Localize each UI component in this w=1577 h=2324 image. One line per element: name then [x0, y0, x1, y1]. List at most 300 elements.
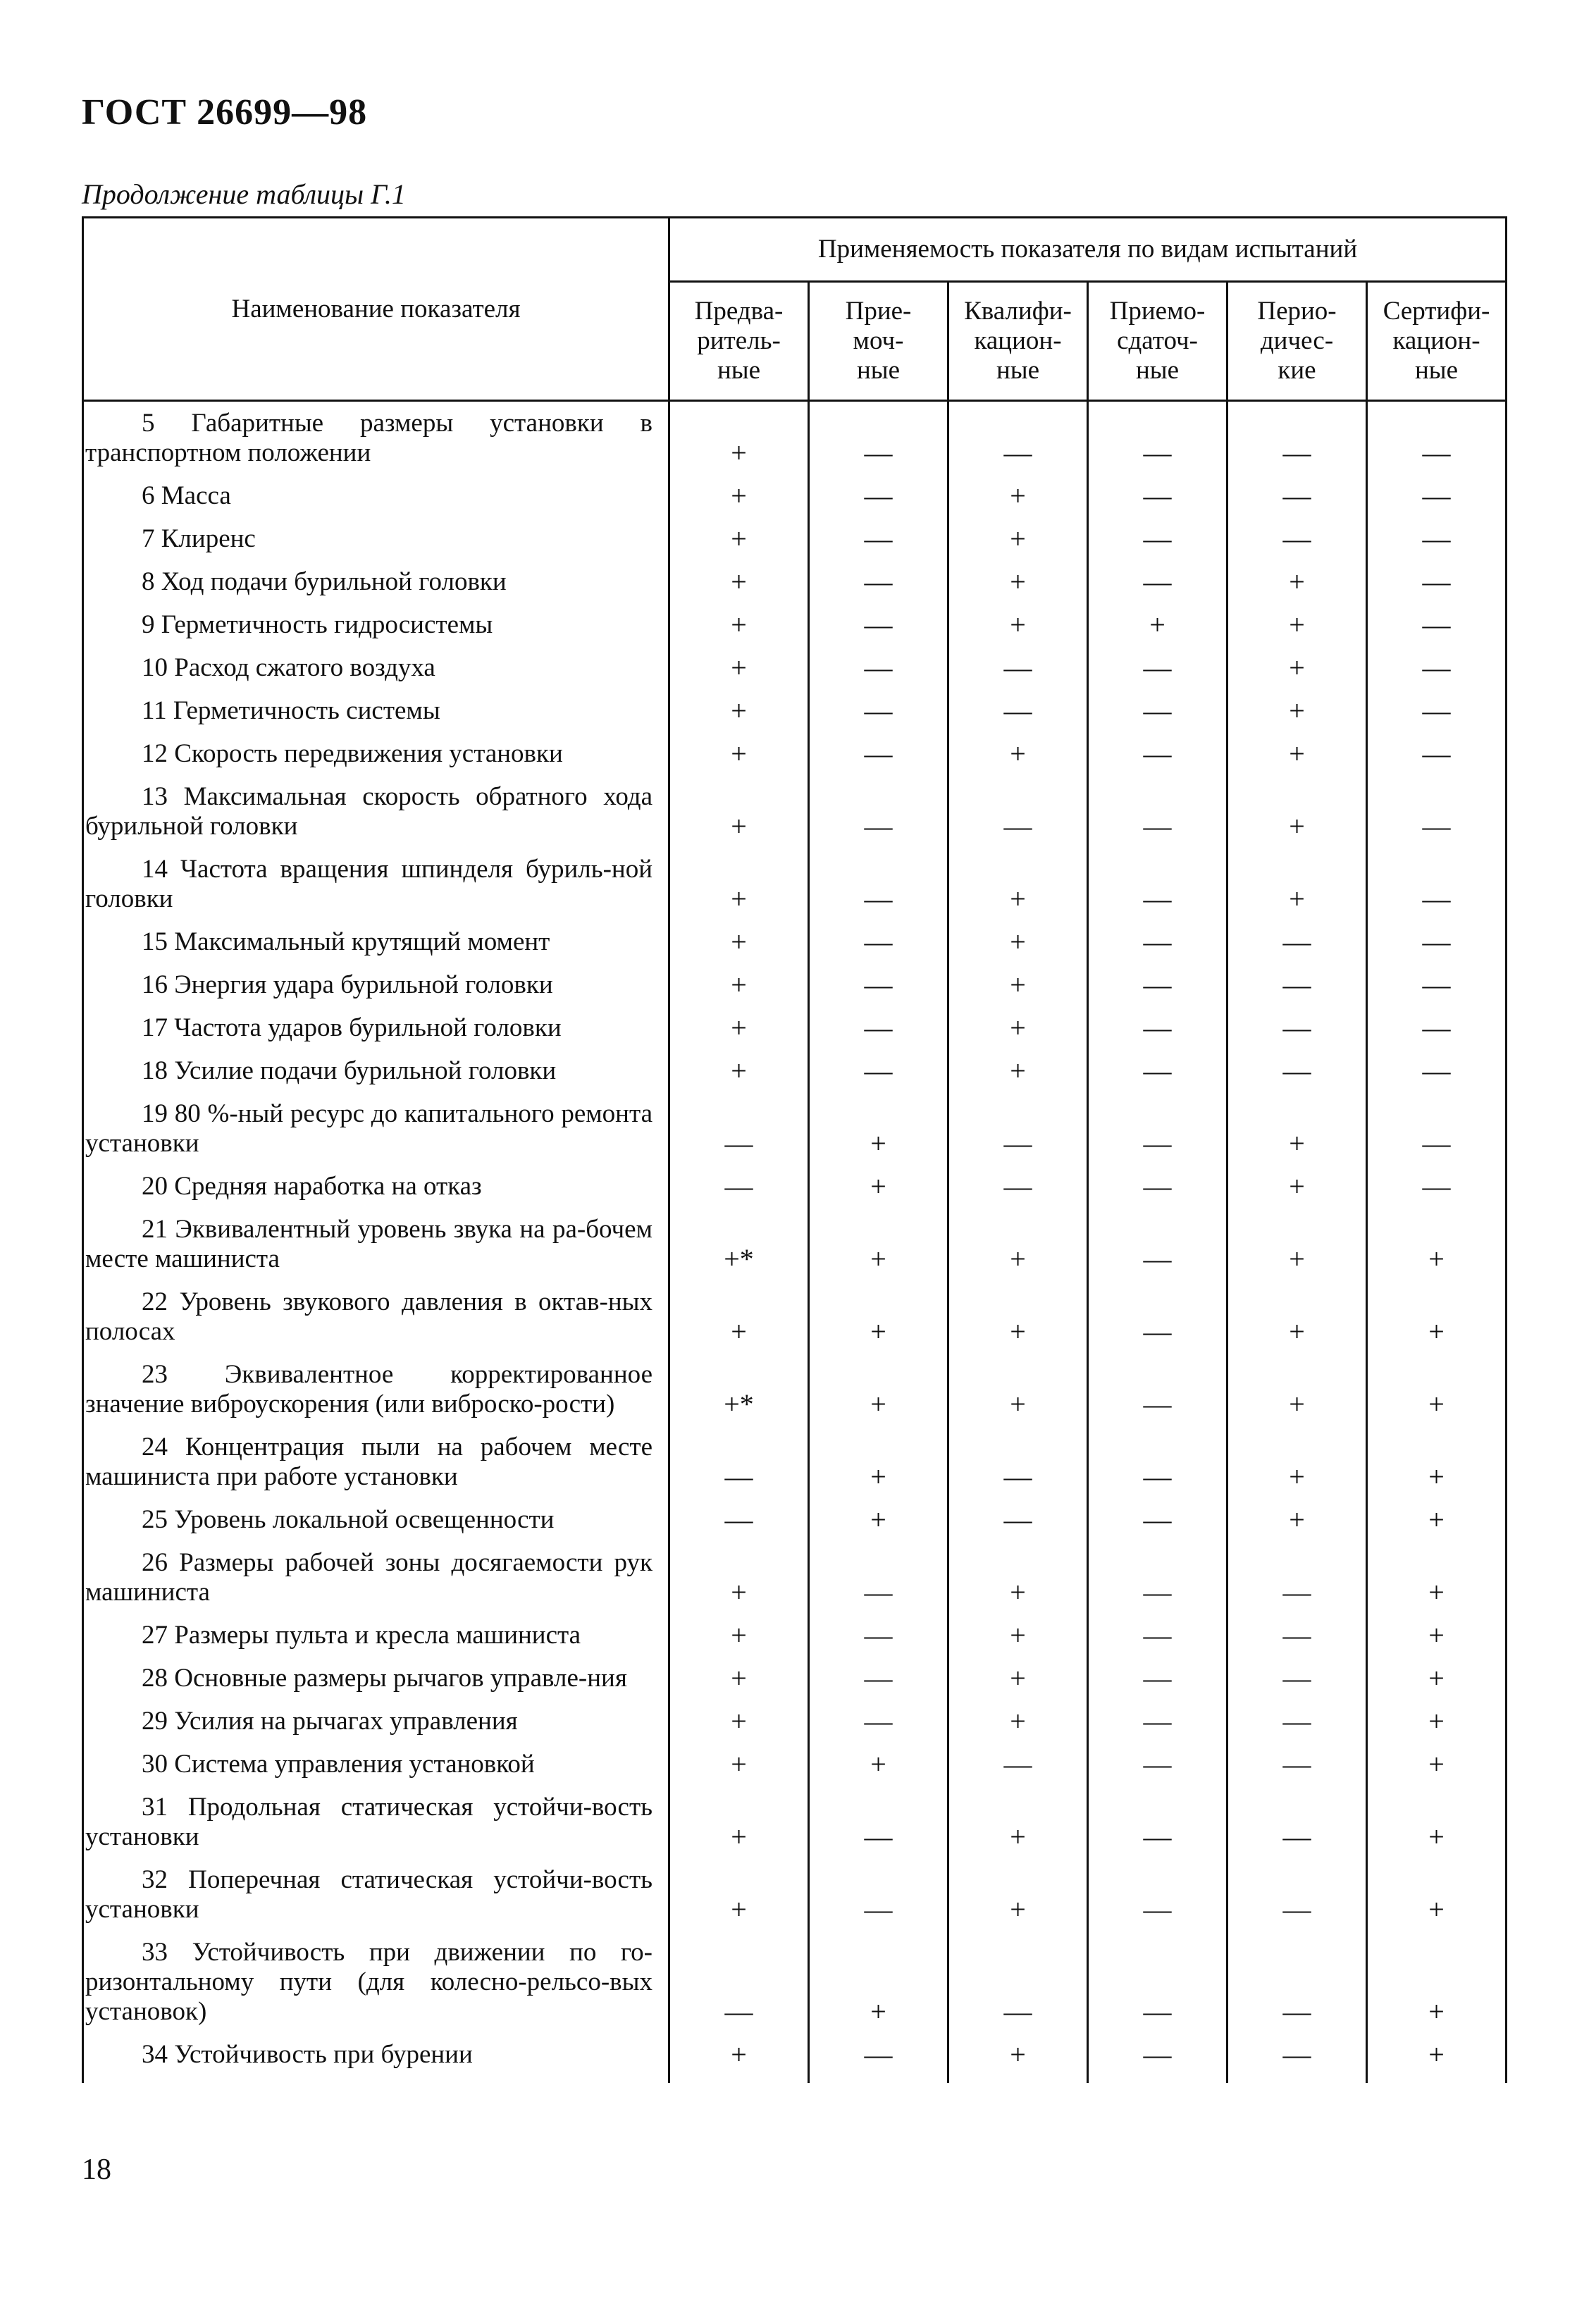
indicator-number: 20 [142, 1172, 168, 1201]
indicator-name: Частота вращения шпинделя буриль-ной головки [85, 855, 653, 913]
table-row [83, 567, 1507, 610]
applicability-mark-preliminary: + [669, 1621, 809, 1664]
indicator-number: 29 [142, 1707, 168, 1736]
applicability-mark-periodic: + [1227, 696, 1367, 739]
table-row [83, 1013, 1507, 1056]
indicator-number: 18 [142, 1056, 168, 1085]
applicability-mark-periodic: — [1227, 970, 1367, 1013]
indicator-number: 6 [142, 481, 155, 510]
applicability-mark-delivery: — [1088, 1793, 1227, 1865]
table-row [83, 782, 1507, 855]
table-row [83, 610, 1507, 653]
applicability-mark-preliminary: + [669, 610, 809, 653]
applicability-mark-preliminary: — [669, 1938, 809, 2040]
applicability-mark-delivery: — [1088, 1172, 1227, 1215]
applicability-mark-qualification: — [948, 1750, 1088, 1793]
indicator-name-cell [83, 481, 669, 524]
indicator-name: Устойчивость при бурении [174, 2040, 473, 2069]
applicability-mark-certification: + [1367, 1433, 1507, 1505]
applicability-mark-preliminary: + [669, 1056, 809, 1099]
applicability-mark-delivery: — [1088, 855, 1227, 927]
table-caption: Продолжение таблицы Г.1 [82, 178, 406, 210]
indicator-name-cell [83, 927, 669, 970]
indicator-name: Частота ударов бурильной головки [174, 1013, 562, 1042]
indicator-name: Эквивалентное корректированное значение виброускорения (или виброско-рости) [85, 1360, 653, 1418]
applicability-mark-preliminary: — [669, 1505, 809, 1548]
applicability-mark-delivery: — [1088, 739, 1227, 782]
applicability-mark-delivery: — [1088, 653, 1227, 696]
indicator-number: 30 [142, 1750, 168, 1779]
indicator-name: Ход подачи бурильной головки [161, 567, 507, 596]
indicator-name-cell [83, 2040, 669, 2083]
applicability-mark-certification: + [1367, 1621, 1507, 1664]
applicability-mark-acceptance: — [809, 782, 948, 855]
applicability-mark-preliminary: + [669, 855, 809, 927]
table-row [83, 1056, 1507, 1099]
applicability-mark-delivery: — [1088, 1215, 1227, 1287]
applicability-mark-delivery: — [1088, 1865, 1227, 1938]
applicability-mark-acceptance: — [809, 610, 948, 653]
applicability-mark-qualification: + [948, 481, 1088, 524]
applicability-mark-preliminary: +* [669, 1215, 809, 1287]
applicability-mark-certification: + [1367, 1664, 1507, 1707]
indicator-name: Размеры рабочей зоны досягаемости рук машиниста [85, 1548, 653, 1607]
applicability-mark-periodic: + [1227, 1099, 1367, 1172]
applicability-mark-periodic: + [1227, 1215, 1367, 1287]
indicator-name: Скорость передвижения установки [174, 739, 563, 768]
applicability-mark-periodic: — [1227, 1621, 1367, 1664]
applicability-mark-acceptance: — [809, 524, 948, 567]
indicator-name: Размеры пульта и кресла машиниста [174, 1621, 581, 1650]
table-row [83, 1360, 1507, 1433]
applicability-mark-periodic: + [1227, 1505, 1367, 1548]
indicator-name-cell [83, 1621, 669, 1664]
applicability-mark-preliminary: + [669, 970, 809, 1013]
indicator-name-cell [83, 653, 669, 696]
column-header-certification: Сертифи- кацион- ные [1367, 282, 1507, 401]
applicability-mark-qualification: + [948, 1013, 1088, 1056]
applicability-mark-preliminary: + [669, 927, 809, 970]
applicability-mark-certification: — [1367, 927, 1507, 970]
applicability-mark-preliminary: + [669, 653, 809, 696]
indicator-name-cell [83, 1056, 669, 1099]
applicability-mark-periodic: + [1227, 1287, 1367, 1360]
column-header-periodic: Перио- дичес- кие [1227, 282, 1367, 401]
applicability-mark-acceptance: — [809, 653, 948, 696]
indicator-number: 8 [142, 567, 155, 596]
applicability-mark-acceptance: + [809, 1750, 948, 1793]
applicability-mark-delivery: — [1088, 1360, 1227, 1433]
applicability-mark-delivery: — [1088, 782, 1227, 855]
applicability-mark-certification: — [1367, 1099, 1507, 1172]
applicability-mark-periodic: — [1227, 401, 1367, 482]
table-row [83, 1865, 1507, 1938]
applicability-mark-delivery: — [1088, 1056, 1227, 1099]
column-header-preliminary: Предва- ритель- ные [669, 282, 809, 401]
indicator-number: 34 [142, 2040, 168, 2069]
applicability-mark-acceptance: + [809, 1433, 948, 1505]
indicator-number: 12 [142, 739, 168, 768]
indicator-name-cell [83, 524, 669, 567]
table-row [83, 970, 1507, 1013]
indicator-number: 14 [142, 855, 168, 884]
applicability-mark-preliminary: + [669, 401, 809, 482]
indicator-name-cell [83, 782, 669, 855]
table-row [83, 1505, 1507, 1548]
table-row [83, 401, 1507, 482]
applicability-mark-delivery: — [1088, 927, 1227, 970]
table-row [83, 653, 1507, 696]
applicability-mark-preliminary: + [669, 739, 809, 782]
applicability-mark-periodic: + [1227, 855, 1367, 927]
applicability-mark-qualification: + [948, 1664, 1088, 1707]
page-number: 18 [82, 2153, 111, 2186]
indicator-name: Концентрация пыли на рабочем месте машиниста при работе установки [85, 1433, 653, 1491]
indicator-name: Система управления установкой [174, 1750, 535, 1779]
applicability-mark-qualification: + [948, 970, 1088, 1013]
applicability-mark-preliminary: — [669, 1433, 809, 1505]
applicability-mark-qualification: + [948, 524, 1088, 567]
applicability-mark-acceptance: — [809, 401, 948, 482]
applicability-mark-periodic: + [1227, 610, 1367, 653]
applicability-mark-certification: — [1367, 696, 1507, 739]
applicability-mark-certification: + [1367, 1938, 1507, 2040]
table-row [83, 1707, 1507, 1750]
applicability-mark-delivery: — [1088, 1548, 1227, 1621]
indicator-number: 28 [142, 1664, 168, 1693]
applicability-mark-qualification: + [948, 567, 1088, 610]
column-group-header-test-types: Применяемость показателя по видам испытаний [669, 218, 1507, 282]
table-row [83, 1172, 1507, 1215]
table-row [83, 1215, 1507, 1287]
indicator-name-cell [83, 1099, 669, 1172]
table-row [83, 1621, 1507, 1664]
applicability-mark-preliminary: + [669, 1865, 809, 1938]
applicability-mark-acceptance: — [809, 2040, 948, 2083]
indicator-number: 21 [142, 1215, 168, 1244]
applicability-mark-preliminary: + [669, 481, 809, 524]
applicability-mark-acceptance: + [809, 1505, 948, 1548]
applicability-mark-qualification: — [948, 1172, 1088, 1215]
column-header-delivery: Приемо- сдаточ- ные [1088, 282, 1227, 401]
applicability-mark-acceptance: + [809, 1938, 948, 2040]
indicator-name-cell [83, 1505, 669, 1548]
applicability-mark-certification: — [1367, 970, 1507, 1013]
indicator-name: Уровень локальной освещенности [174, 1505, 555, 1534]
applicability-mark-qualification: + [948, 2040, 1088, 2083]
applicability-mark-acceptance: — [809, 696, 948, 739]
table-row [83, 1287, 1507, 1360]
table-row [83, 1433, 1507, 1505]
applicability-mark-acceptance: + [809, 1215, 948, 1287]
applicability-mark-qualification: + [948, 1215, 1088, 1287]
applicability-mark-delivery: — [1088, 1707, 1227, 1750]
table-row [83, 1548, 1507, 1621]
indicator-name: Клиренс [161, 524, 256, 553]
applicability-mark-certification: + [1367, 1287, 1507, 1360]
indicator-name-cell [83, 1707, 669, 1750]
applicability-mark-certification: + [1367, 1707, 1507, 1750]
indicator-name-cell [83, 1938, 669, 2040]
applicability-mark-periodic: + [1227, 1360, 1367, 1433]
applicability-mark-preliminary: — [669, 1172, 809, 1215]
indicator-name-cell [83, 1664, 669, 1707]
applicability-mark-qualification: — [948, 1505, 1088, 1548]
applicability-mark-certification: + [1367, 1215, 1507, 1287]
indicator-name-cell [83, 1360, 669, 1433]
document-header: ГОСТ 26699—98 [82, 92, 368, 132]
column-header-indicator-name: Наименование показателя [83, 218, 669, 401]
applicability-mark-certification: — [1367, 653, 1507, 696]
table-row [83, 524, 1507, 567]
indicator-number: 23 [142, 1360, 168, 1389]
applicability-mark-preliminary: + [669, 1287, 809, 1360]
indicator-number: 7 [142, 524, 155, 553]
table-row [83, 855, 1507, 927]
indicator-name-cell [83, 855, 669, 927]
applicability-mark-delivery: — [1088, 1433, 1227, 1505]
applicability-mark-periodic: + [1227, 1172, 1367, 1215]
applicability-mark-periodic: — [1227, 1056, 1367, 1099]
applicability-mark-delivery: — [1088, 524, 1227, 567]
table-row [83, 1099, 1507, 1172]
applicability-mark-qualification: — [948, 653, 1088, 696]
indicator-name-cell [83, 1013, 669, 1056]
applicability-mark-delivery: — [1088, 567, 1227, 610]
applicability-mark-qualification: — [948, 1433, 1088, 1505]
indicator-name: Герметичность гидросистемы [161, 610, 493, 639]
indicator-name: Усилия на рычагах управления [174, 1707, 518, 1736]
applicability-mark-preliminary: + [669, 782, 809, 855]
applicability-mark-periodic: — [1227, 2040, 1367, 2083]
indicator-name: Максимальная скорость обратного хода бурильной головки [85, 782, 653, 841]
applicability-mark-delivery: — [1088, 1938, 1227, 2040]
applicability-mark-qualification: — [948, 696, 1088, 739]
applicability-mark-qualification: — [948, 1099, 1088, 1172]
applicability-mark-preliminary: + [669, 1793, 809, 1865]
applicability-mark-preliminary: + [669, 524, 809, 567]
applicability-mark-preliminary: + [669, 567, 809, 610]
indicator-number: 10 [142, 653, 168, 682]
indicator-name-cell [83, 739, 669, 782]
indicator-number: 32 [142, 1865, 168, 1894]
applicability-mark-delivery: — [1088, 1664, 1227, 1707]
applicability-mark-qualification: — [948, 782, 1088, 855]
applicability-mark-preliminary: + [669, 1750, 809, 1793]
applicability-mark-certification: — [1367, 739, 1507, 782]
indicator-name: Максимальный крутящий момент [174, 927, 550, 956]
applicability-mark-qualification: + [948, 610, 1088, 653]
applicability-mark-periodic: — [1227, 524, 1367, 567]
indicator-name-cell [83, 1287, 669, 1360]
indicator-name: Основные размеры рычагов управле-ния [174, 1664, 627, 1693]
indicator-name: Поперечная статическая устойчи-вость установки [85, 1865, 653, 1924]
applicability-mark-qualification: + [948, 1707, 1088, 1750]
indicator-name-cell [83, 696, 669, 739]
indicator-name-cell [83, 1433, 669, 1505]
applicability-mark-delivery: — [1088, 1505, 1227, 1548]
applicability-mark-qualification: + [948, 1621, 1088, 1664]
applicability-mark-delivery: — [1088, 1750, 1227, 1793]
indicator-name-cell [83, 1793, 669, 1865]
indicator-number: 31 [142, 1793, 168, 1822]
applicability-mark-acceptance: — [809, 1621, 948, 1664]
applicability-mark-delivery: + [1088, 610, 1227, 653]
indicator-name-cell [83, 1865, 669, 1938]
applicability-mark-preliminary: + [669, 1013, 809, 1056]
indicator-number: 13 [142, 782, 168, 811]
applicability-mark-certification: — [1367, 782, 1507, 855]
table-body [83, 401, 1507, 2084]
applicability-mark-certification: + [1367, 1750, 1507, 1793]
indicator-number: 5 [142, 409, 155, 438]
indicator-name: Энергия удара бурильной головки [174, 970, 553, 999]
applicability-mark-certification: — [1367, 610, 1507, 653]
indicator-name: Расход сжатого воздуха [174, 653, 435, 682]
applicability-mark-preliminary: + [669, 1548, 809, 1621]
applicability-mark-preliminary: + [669, 2040, 809, 2083]
applicability-mark-acceptance: + [809, 1099, 948, 1172]
table-row [83, 696, 1507, 739]
indicator-number: 16 [142, 970, 168, 999]
indicator-name: Усилие подачи бурильной головки [174, 1056, 557, 1085]
applicability-mark-preliminary: — [669, 1099, 809, 1172]
indicator-number: 33 [142, 1938, 168, 1967]
indicator-number: 9 [142, 610, 155, 639]
applicability-mark-certification: — [1367, 855, 1507, 927]
applicability-mark-acceptance: — [809, 1548, 948, 1621]
applicability-mark-delivery: — [1088, 1013, 1227, 1056]
applicability-mark-periodic: — [1227, 1664, 1367, 1707]
applicability-mark-certification: — [1367, 1056, 1507, 1099]
table-row [83, 1938, 1507, 2040]
applicability-mark-qualification: — [948, 401, 1088, 482]
applicability-mark-certification: + [1367, 1793, 1507, 1865]
column-header-acceptance: Прие- моч- ные [809, 282, 948, 401]
applicability-mark-acceptance: — [809, 481, 948, 524]
applicability-mark-qualification: + [948, 927, 1088, 970]
applicability-mark-certification: + [1367, 1360, 1507, 1433]
indicator-name: 80 %-ный ресурс до капитального ремонта установки [85, 1099, 653, 1158]
table-row [83, 481, 1507, 524]
applicability-mark-qualification: + [948, 1360, 1088, 1433]
applicability-mark-qualification: + [948, 1865, 1088, 1938]
applicability-mark-qualification: + [948, 1287, 1088, 1360]
indicator-name: Устойчивость при движении по го-ризонтальному пути (для колесно-рельсо-вых установок) [85, 1938, 653, 2026]
table-row [83, 927, 1507, 970]
indicator-number: 26 [142, 1548, 168, 1577]
applicability-mark-acceptance: + [809, 1172, 948, 1215]
column-header-qualification: Квалифи- кацион- ные [948, 282, 1088, 401]
table-row [83, 739, 1507, 782]
applicability-mark-periodic: — [1227, 1013, 1367, 1056]
applicability-mark-preliminary: + [669, 1707, 809, 1750]
applicability-mark-periodic: — [1227, 1865, 1367, 1938]
indicator-number: 19 [142, 1099, 168, 1128]
applicability-mark-delivery: — [1088, 401, 1227, 482]
indicator-number: 24 [142, 1433, 168, 1461]
indicator-name: Средняя наработка на отказ [174, 1172, 482, 1201]
applicability-mark-acceptance: — [809, 739, 948, 782]
table-row [83, 1664, 1507, 1707]
indicator-number: 17 [142, 1013, 168, 1042]
applicability-mark-delivery: — [1088, 970, 1227, 1013]
indicator-name-cell [83, 1750, 669, 1793]
indicator-number: 11 [142, 696, 167, 725]
indicator-number: 22 [142, 1287, 168, 1316]
table-row [83, 2040, 1507, 2083]
applicability-mark-periodic: + [1227, 739, 1367, 782]
applicability-mark-acceptance: — [809, 1664, 948, 1707]
indicator-name-cell [83, 1172, 669, 1215]
applicability-mark-periodic: + [1227, 567, 1367, 610]
applicability-mark-periodic: + [1227, 653, 1367, 696]
table-row [83, 1793, 1507, 1865]
indicator-number: 27 [142, 1621, 168, 1650]
applicability-mark-delivery: — [1088, 2040, 1227, 2083]
indicator-name: Герметичность системы [173, 696, 440, 725]
applicability-mark-preliminary: +* [669, 1360, 809, 1433]
applicability-mark-periodic: — [1227, 1707, 1367, 1750]
indicator-name-cell [83, 567, 669, 610]
applicability-mark-certification: — [1367, 1013, 1507, 1056]
applicability-mark-qualification: + [948, 739, 1088, 782]
indicator-name-cell [83, 1215, 669, 1287]
applicability-mark-delivery: — [1088, 1287, 1227, 1360]
indicator-name-cell [83, 610, 669, 653]
applicability-mark-certification: — [1367, 401, 1507, 482]
applicability-mark-acceptance: — [809, 855, 948, 927]
applicability-mark-certification: — [1367, 567, 1507, 610]
applicability-mark-qualification: + [948, 1056, 1088, 1099]
applicability-mark-acceptance: — [809, 567, 948, 610]
applicability-mark-acceptance: — [809, 927, 948, 970]
applicability-mark-acceptance: + [809, 1360, 948, 1433]
applicability-mark-acceptance: — [809, 1793, 948, 1865]
indicator-name-cell [83, 1548, 669, 1621]
indicator-name-cell [83, 970, 669, 1013]
applicability-mark-acceptance: — [809, 1865, 948, 1938]
indicator-name: Габаритные размеры установки в транспортном положении [85, 409, 653, 467]
applicability-mark-certification: + [1367, 2040, 1507, 2083]
indicator-name: Уровень звукового давления в октав-ных полосах [85, 1287, 653, 1346]
applicability-mark-periodic: — [1227, 1793, 1367, 1865]
applicability-mark-periodic: — [1227, 1750, 1367, 1793]
applicability-mark-certification: — [1367, 524, 1507, 567]
applicability-mark-acceptance: — [809, 1013, 948, 1056]
applicability-mark-preliminary: + [669, 1664, 809, 1707]
applicability-mark-certification: — [1367, 481, 1507, 524]
indicators-table [82, 216, 1507, 2083]
table-row [83, 1750, 1507, 1793]
applicability-mark-certification: + [1367, 1505, 1507, 1548]
indicator-name-cell [83, 401, 669, 482]
applicability-mark-periodic: + [1227, 1433, 1367, 1505]
applicability-mark-periodic: — [1227, 1938, 1367, 2040]
applicability-mark-periodic: — [1227, 481, 1367, 524]
applicability-mark-delivery: — [1088, 481, 1227, 524]
applicability-mark-qualification: + [948, 1548, 1088, 1621]
applicability-mark-periodic: — [1227, 927, 1367, 970]
indicator-name: Продольная статическая устойчи-вость установки [85, 1793, 653, 1851]
applicability-mark-delivery: — [1088, 1621, 1227, 1664]
applicability-mark-acceptance: — [809, 1707, 948, 1750]
applicability-mark-delivery: — [1088, 696, 1227, 739]
applicability-mark-preliminary: + [669, 696, 809, 739]
applicability-mark-qualification: — [948, 1938, 1088, 2040]
applicability-mark-qualification: + [948, 1793, 1088, 1865]
applicability-mark-delivery: — [1088, 1099, 1227, 1172]
